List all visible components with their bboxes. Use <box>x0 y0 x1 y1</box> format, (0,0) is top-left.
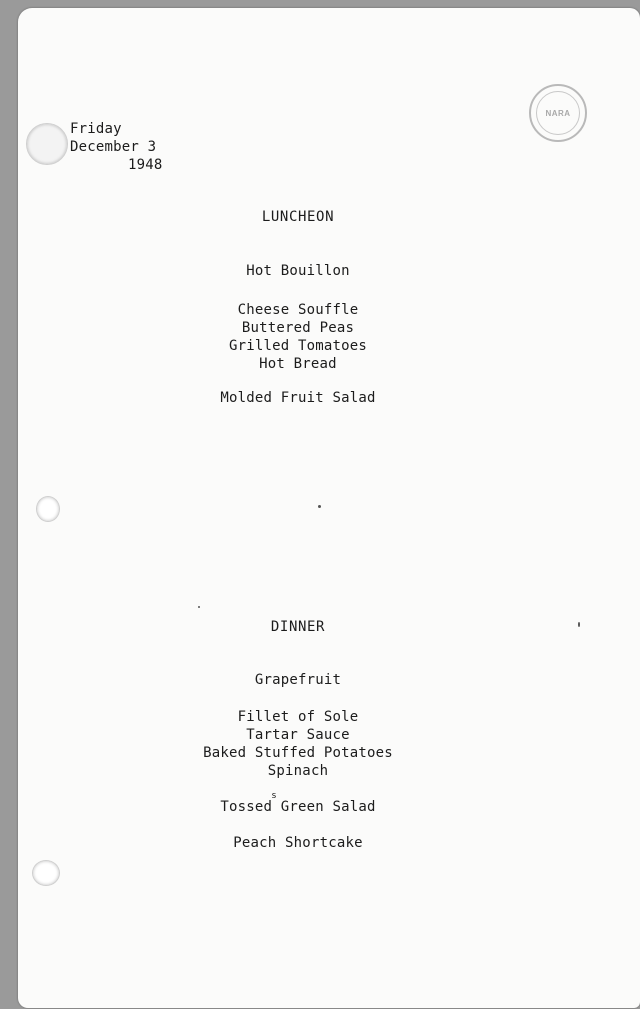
date-block <box>70 120 163 174</box>
dinner-item: Baked Stuffed Potatoes <box>203 745 393 761</box>
punch-hole-top <box>26 123 68 165</box>
spinach-subscript: s <box>271 791 277 801</box>
punch-hole-bottom <box>32 860 60 886</box>
library-stamp <box>529 84 587 142</box>
punch-hole-middle <box>36 496 60 522</box>
dinner-item: Spinach <box>267 763 329 779</box>
date-month-day: December 3 <box>70 139 157 155</box>
luncheon-heading: LUNCHEON <box>261 209 335 225</box>
menu-page <box>18 8 640 1008</box>
luncheon-item: Molded Fruit Salad <box>220 390 376 406</box>
stamp-ring <box>536 91 580 135</box>
luncheon-item: Grilled Tomatoes <box>228 338 368 354</box>
luncheon-item: Hot Bouillon <box>246 263 350 279</box>
luncheon-item: Buttered Peas <box>241 320 355 336</box>
paper-speck <box>578 622 580 627</box>
paper-speck <box>318 505 321 508</box>
dinner-item: Tartar Sauce <box>246 727 350 743</box>
stamp-text: NARA <box>545 108 571 118</box>
date-year: 1948 <box>128 157 163 173</box>
dinner-item: Tossed Green Salad <box>220 799 376 815</box>
paper-speck <box>198 606 200 608</box>
dinner-item: Grapefruit <box>254 672 342 688</box>
date-day: Friday <box>70 121 122 137</box>
luncheon-item: Hot Bread <box>259 356 337 372</box>
dinner-heading: DINNER <box>270 619 326 635</box>
dinner-item-subscript <box>18 778 554 801</box>
dinner-item: Peach Shortcake <box>233 835 363 851</box>
luncheon-item: Cheese Souffle <box>237 302 359 318</box>
dinner-item: Fillet of Sole <box>237 709 359 725</box>
